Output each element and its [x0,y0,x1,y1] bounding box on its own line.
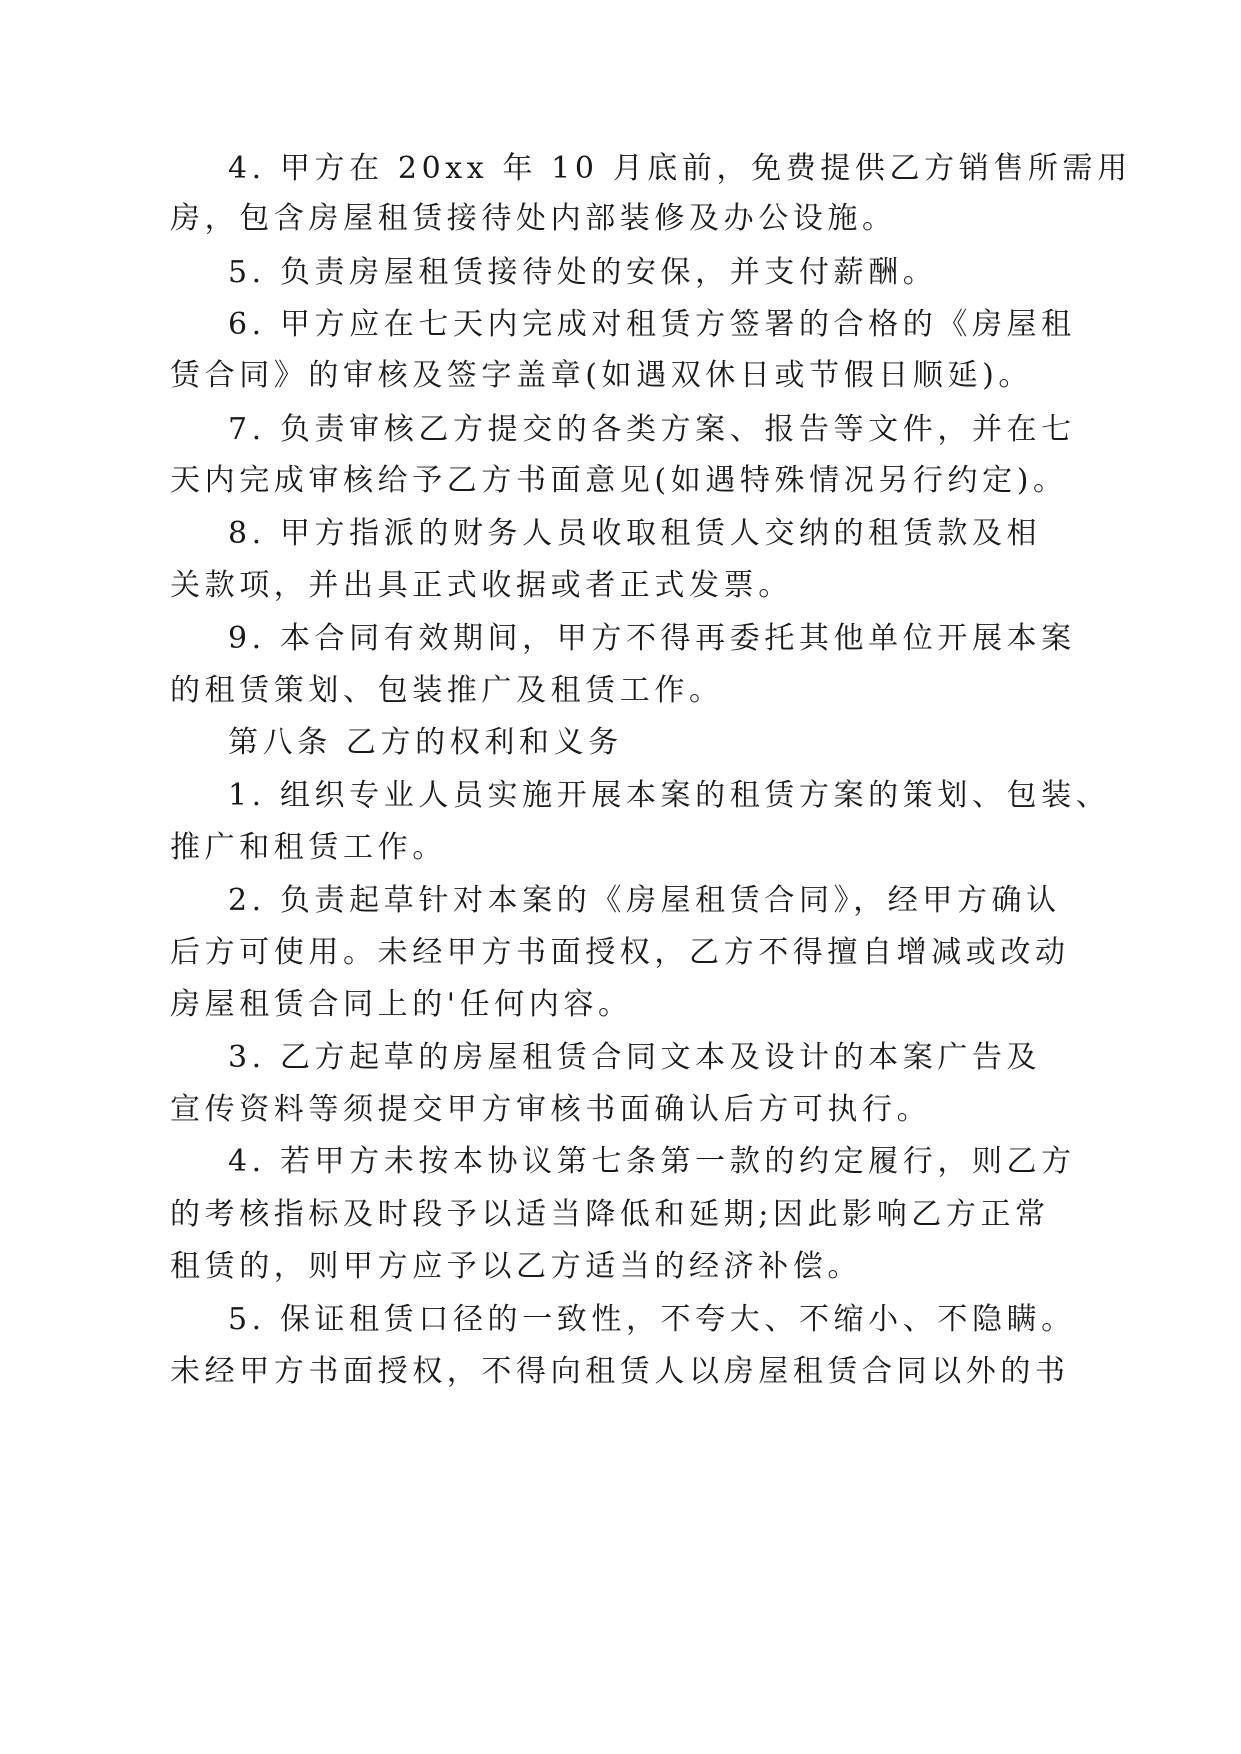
text-line: 房屋租赁合同上的'任何内容。 [170,987,633,1022]
text-line: 2. 负责起草针对本案的《房屋租赁合同》，经甲方确认 [228,883,1061,918]
text-line: 1. 组织专业人员实施开展本案的租赁方案的策划、包装、 [228,778,1111,813]
section-heading: 第八条 乙方的权利和义务 [228,725,623,760]
text-line: 6. 甲方应在七天内完成对租赁方签署的合格的《房屋租 [228,307,1076,342]
text-line: 5. 负责房屋租赁接待处的安保，并支付薪酬。 [228,255,938,290]
text-line: 赁合同》的审核及签字盖章(如遇双休日或节假日顺延)。 [170,358,1034,393]
text-line: 的租赁策划、包装推广及租赁工作。 [170,673,724,708]
text-line: 后方可使用。未经甲方书面授权，乙方不得擅自增减或改动 [170,935,1070,970]
text-line: 4. 若甲方未按本协议第七条第一款的约定履行，则乙方 [228,1144,1076,1179]
text-line: 3. 乙方起草的房屋租赁合同文本及设计的本案广告及 [228,1040,1042,1075]
text-line: 9. 本合同有效期间，甲方不得再委托其他单位开展本案 [228,621,1076,656]
text-line: 租赁的，则甲方应予以乙方适当的经济补偿。 [170,1249,862,1284]
text-line: 推广和租赁工作。 [170,830,447,865]
text-line: 天内完成审核给予乙方书面意见(如遇特殊情况另行约定)。 [170,463,1068,498]
text-line: 4. 甲方在 20xx 年 10 月底前，免费提供乙方销售所需用 [228,151,1132,186]
text-line: 7. 负责审核乙方提交的各类方案、报告等文件，并在七 [228,412,1076,447]
text-line: 房，包含房屋租赁接待处内部装修及办公设施。 [170,201,897,236]
text-line: 的考核指标及时段予以适当降低和延期;因此影响乙方正常 [170,1197,1050,1232]
text-line: 8. 甲方指派的财务人员收取租赁人交纳的租赁款及相 [228,516,1042,551]
text-line: 未经甲方书面授权，不得向租赁人以房屋租赁合同以外的书 [170,1354,1070,1389]
text-line: 关款项，并出具正式收据或者正式发票。 [170,568,793,603]
text-line: 5. 保证租赁口径的一致性，不夸大、不缩小、不隐瞒。 [228,1302,1076,1337]
text-line: 宣传资料等须提交甲方审核书面确认后方可执行。 [170,1092,932,1127]
